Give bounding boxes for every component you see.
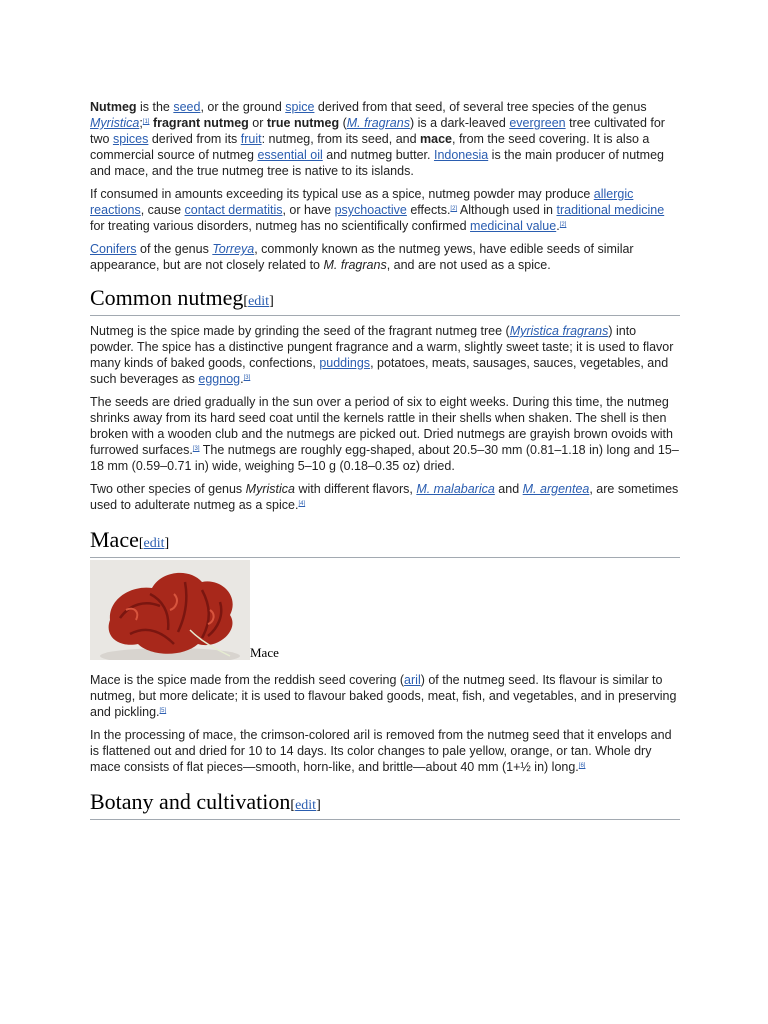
link-allergic-reactions[interactable]: allergic reactions [90,187,634,217]
citation-5[interactable]: [5] [159,708,167,714]
italic-term: Myristica [245,482,295,496]
link-m-malabarica[interactable]: M. malabarica [416,482,495,496]
link-evergreen[interactable]: evergreen [509,116,566,130]
citation-1[interactable]: [1] [142,119,150,125]
text: , or the ground [200,100,286,114]
text: , or have [282,203,335,217]
link-conifers[interactable]: Conifers [90,242,137,256]
bracket: [ [138,536,144,551]
text: tree cultivated for two [90,116,665,146]
link-m-argentea[interactable]: M. argentea [522,482,590,496]
text: ; [139,116,143,130]
citation-3[interactable]: [3] [243,375,251,381]
link-traditional-medicine[interactable]: traditional medicine [556,203,665,217]
edit-link[interactable]: edit [143,536,165,551]
link-indonesia[interactable]: Indonesia [433,148,489,162]
bracket: [ [290,798,296,813]
citation-6[interactable]: [6] [578,763,586,769]
bracket: ] [316,798,321,813]
common-paragraph-1 [90,323,680,387]
common-paragraph-3 [90,481,680,513]
bold-term: mace [420,132,453,146]
section-heading-mace [90,528,680,558]
link-puddings[interactable]: puddings [319,356,371,370]
text: and [494,482,523,496]
text: Two other species of genus [90,482,246,496]
bracket: [ [243,294,249,309]
citation-4[interactable]: [4] [298,501,306,507]
text: and nutmeg butter. [322,148,434,162]
text: , and are not used as a spice. [386,258,551,272]
link-fruit[interactable]: fruit [240,132,262,146]
section-heading-common-nutmeg [90,286,680,316]
intro-paragraph-1 [90,99,680,179]
text: , are sometimes used to adulterate nutmeg as a spice. [90,482,679,512]
link-essential-oil[interactable]: essential oil [257,148,323,162]
text: for treating various disorders, nutmeg has no scientifically confirmed [90,219,471,233]
text: is the main producer of nutmeg and mace, and the true nutmeg tree is native to its islands. [90,148,664,178]
text: Mace is the spice made from the reddish seed covering ( [90,673,405,687]
mace-paragraph-1 [90,672,680,720]
text: The nutmegs are roughly egg-shaped, about 20.5–30 mm (0.81–1.18 in) long and 15–18 mm (0.59–0.71 in) wide, weighing 5–10 g (0.18–0.35 oz) dried. [90,443,679,473]
bracket: ] [164,536,170,551]
text: Nutmeg is the spice made by grinding the seed of the fragrant nutmeg tree ( [90,324,510,338]
link-medicinal-value[interactable]: medicinal value [470,219,557,233]
link-seed[interactable]: seed [173,100,201,114]
section-heading-botany [90,790,680,820]
text: In the processing of mace, the crimson-colored aril is removed from the nutmeg seed that it envelops and is flattened out and dried for 10 to 14 days. Its color changes to pale yellow, orange, or tan. Whole dry mace consists of flat pieces—smooth, horn-like, and brittle—about 40 mm (1+½ in) long. [90,728,672,774]
link-torreya[interactable]: Torreya [212,242,255,256]
link-eggnog[interactable]: eggnog [198,372,241,386]
link-spice[interactable]: spice [285,100,315,114]
link-myristica[interactable]: Myristica [90,116,140,130]
text: : nutmeg, from its seed, and [261,132,421,146]
mace-paragraph-2 [90,727,680,775]
text: , cause [140,203,185,217]
text: , potatoes, meats, sausages, sauces, vegetables, and such beverages as [90,356,669,386]
text: or [248,116,267,130]
heading-text: Common nutmeg [90,285,244,310]
citation-3[interactable]: [3] [192,446,200,452]
text: of the genus [136,242,213,256]
mace-photo[interactable] [90,560,250,660]
text: , from the seed covering. It is also a commercial source of nutmeg [90,132,650,162]
edit-section [139,536,169,551]
link-m-fragrans[interactable]: M. fragrans [346,116,410,130]
text: derived from that seed, of several tree species of the genus [314,100,647,114]
text: effects. [406,203,451,217]
text: , commonly known as the nutmeg yews, have edible seeds of similar appearance, but are not closely related to [90,242,634,272]
figure-caption: Mace [250,645,279,660]
heading-text: Botany and cultivation [90,789,291,814]
edit-link[interactable]: edit [248,294,270,309]
mace-figure [90,560,680,660]
text: ) of the nutmeg seed. Its flavour is similar to nutmeg, but more delicate; it is used to flavour baked goods, meat, fish, and vegetables, and in preserving and pickling. [90,673,677,719]
text: Although used in [457,203,557,217]
heading-text: Mace [90,527,139,552]
bracket: ] [269,294,274,309]
text: . [240,372,244,386]
article-body [90,99,680,820]
link-contact-dermatitis[interactable]: contact dermatitis [184,203,283,217]
link-spices[interactable]: spices [112,132,149,146]
edit-section [243,294,273,309]
intro-paragraph-3 [90,241,680,273]
edit-link[interactable]: edit [295,798,317,813]
text: If consumed in amounts exceeding its typical use as a spice, nutmeg powder may produce [90,187,594,201]
text: ) is a dark-leaved [409,116,510,130]
text: ( [339,116,347,130]
text: ) into powder. The spice has a distinctive pungent fragrance and a warm, slightly sweet taste; it is used to flavor many kinds of baked goods, confections, [90,324,674,370]
link-psychoactive[interactable]: psychoactive [334,203,407,217]
text: is the [136,100,174,114]
common-paragraph-2 [90,394,680,474]
text: The seeds are dried gradually in the sun over a period of six to eight weeks. During this time, the nutmeg shrinks away from its hard seed coat until the kernels rattle in their shells when shaken. The shell is then broken with a wooden club and the nutmegs are picked out. Dried nutmegs are grayish brown ovoids with furrowed surfaces. [90,395,673,457]
citation-2[interactable]: [2] [450,206,458,212]
link-aril[interactable]: aril [404,673,421,687]
bold-term: fragrant nutmeg [152,116,249,130]
citation-2[interactable]: [2] [559,222,567,228]
edit-section [290,798,320,813]
intro-paragraph-2 [90,186,680,234]
text: with different flavors, [294,482,417,496]
bold-term: Nutmeg [90,100,137,114]
italic-term: M. fragrans [323,258,387,272]
text: . [556,219,560,233]
link-myristica-fragrans[interactable]: Myristica fragrans [509,324,609,338]
text: derived from its [148,132,241,146]
bold-term: true nutmeg [266,116,340,130]
